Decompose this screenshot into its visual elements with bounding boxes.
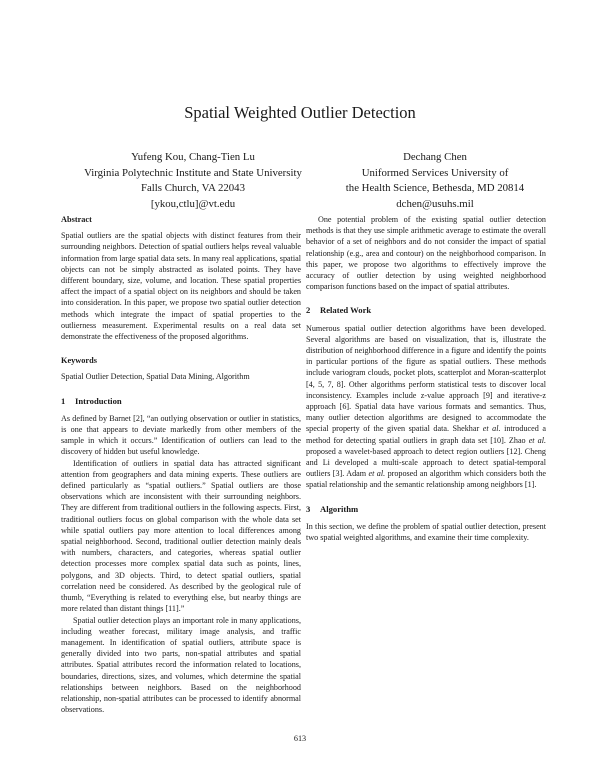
author-block-1 [68, 150, 318, 212]
section-title: Algorithm [320, 503, 359, 514]
paper-title: Spatial Weighted Outlier Detection [184, 103, 416, 122]
intro-paragraph-3: Spatial outlier detection plays an important role in many applications, including weather forecast, military image analysis, and traffic management. In identification of spatial outliers, attribute space is generally divided into two parts, non-spatial attributes and spatial attributes. Spatial attributes record the information related to locations, boundaries, directions, sizes, and volumes, which determine the spatial relationships between neighbors. Based on the neighborhood relationship, non-spatial attributes can be processed to identify abnormal observations. [61, 615, 301, 715]
page-number: 613 [293, 734, 307, 743]
section-number: 3 [306, 503, 311, 514]
author-affiliation-line-1: Uniformed Services University of [361, 166, 509, 179]
keywords-text: Spatial Outlier Detection, Spatial Data Mining, Algorithm [61, 372, 250, 382]
algorithm-paragraph: In this section, we define the problem of spatial outlier detection, present two spatial weighted algorithms, and examine their time complexity. [306, 521, 546, 543]
abstract-text: Spatial outliers are the spatial objects with distinct features from their surrounding neighbors. Detection of spatial outliers helps reveal valuable information from large spatial data sets. In many real applications, spatial objects can not be simply abstracted as isolated points. They have different boundary, size, volume, and location. These spatial properties affect the impact of a spatial object on its neighbors and should be taken into consideration. In this paper, we propose two spatial outlier detection methods which integrate the impact of spatial properties to the outlierness measurement. Experimental results on a real data set demonstrate the effectiveness of the proposed algorithms. [61, 231, 301, 342]
section-number: 1 [61, 395, 66, 406]
intro-paragraph-2: Identification of outliers in spatial data has attracted significant attention from geographers and data mining experts. These outliers are defined particularly as “spatial outliers.” Spatial outliers are those observations which are inconsistent with their surrounding neighbors. They are different from traditional outliers in the following aspects. First, traditional outliers focus on global comparison with the whole data set while spatial outliers pay more attention to local differences among spatial neighborhood. Second, traditional outlier detection mainly deals with numbers, characters, and categories, whereas spatial outlier detection processes more complex spatial data such as points, lines, polygons, and 3D objects. Third, to detect spatial outliers, spatial correlation need be considered. As described by the geological rule of thumb, “Everything is related to everything else, but nearby things are more related than distant things [11].” [61, 458, 301, 614]
author-location: Falls Church, VA 22043 [141, 182, 245, 194]
section-title: Related Work [320, 305, 372, 316]
section-heading-related-work [306, 305, 546, 316]
section-title: Introduction [75, 395, 122, 406]
author-names: Dechang Chen [403, 151, 467, 163]
abstract-heading: Abstract [61, 215, 92, 224]
section-heading-introduction [61, 396, 301, 407]
author-block-2 [330, 150, 540, 212]
author-affiliation-line-2: the Health Science, Bethesda, MD 20814 [345, 182, 525, 194]
author-email: dchen@usuhs.mil [396, 197, 474, 210]
author-names: Yufeng Kou, Chang-Tien Lu [131, 151, 255, 163]
intro-paragraph-4: One potential problem of the existing spatial outlier detection methods is that they use simple arithmetic average to estimate the overall behavior of a set of neighbors and do not consider the impact of spatial relationship (e.g., area and contour) on the neighborhood comparison. In this paper, we propose two algorithms to effectively improve the accuracy of outlier detection by using weighted neighborhood comparison functions based on the impact of spatial attributes. [306, 215, 546, 292]
keywords-heading: Keywords [61, 356, 97, 366]
left-column [61, 214, 301, 715]
related-work-paragraph: Numerous spatial outlier detection algorithms have been developed. Several algorithms are based on visualization, that is, illustrate the distribution of neighborhood difference in a figure and identify the points in particular portions of the figure as spatial outliers. These methods include variogram clouds, pocket plots, scatterplot and Moran-scatterplot [4, 5, 7, 8]. Other algorithms perform statistical tests to discover local inconsistency. Examples include z-value approach [9] and iterative-z approach [6]. Spatial data have various formats and semantics. Thus, many outlier detection algorithms are designed to accommodate the special property of the given spatial data. Shekhar et al. introduced a method for detecting spatial outliers in graph data set [10]. Zhao et al. proposed a wavelet-based approach to detect region outliers [12]. Cheng and Li developed a multi-scale approach to detect spatial-temporal outliers [3]. Adam et al. proposed an algorithm which considers both the spatial relationship and the semantic relationship among neighbors [1]. [306, 323, 546, 490]
author-affiliation: Virginia Polytechnic Institute and State University [84, 166, 302, 179]
section-heading-algorithm [306, 504, 546, 515]
section-number: 2 [306, 305, 311, 316]
author-email: [ykou,ctlu]@vt.edu [150, 197, 236, 210]
right-column [306, 214, 546, 543]
intro-paragraph-1: As defined by Barnet [2], “an outlying observation or outlier in statistics, is one that appears to deviate markedly from other members of the sample in which it occurs.” Identification of outliers can lead to the discovery of hidden but useful knowledge. [61, 413, 301, 457]
